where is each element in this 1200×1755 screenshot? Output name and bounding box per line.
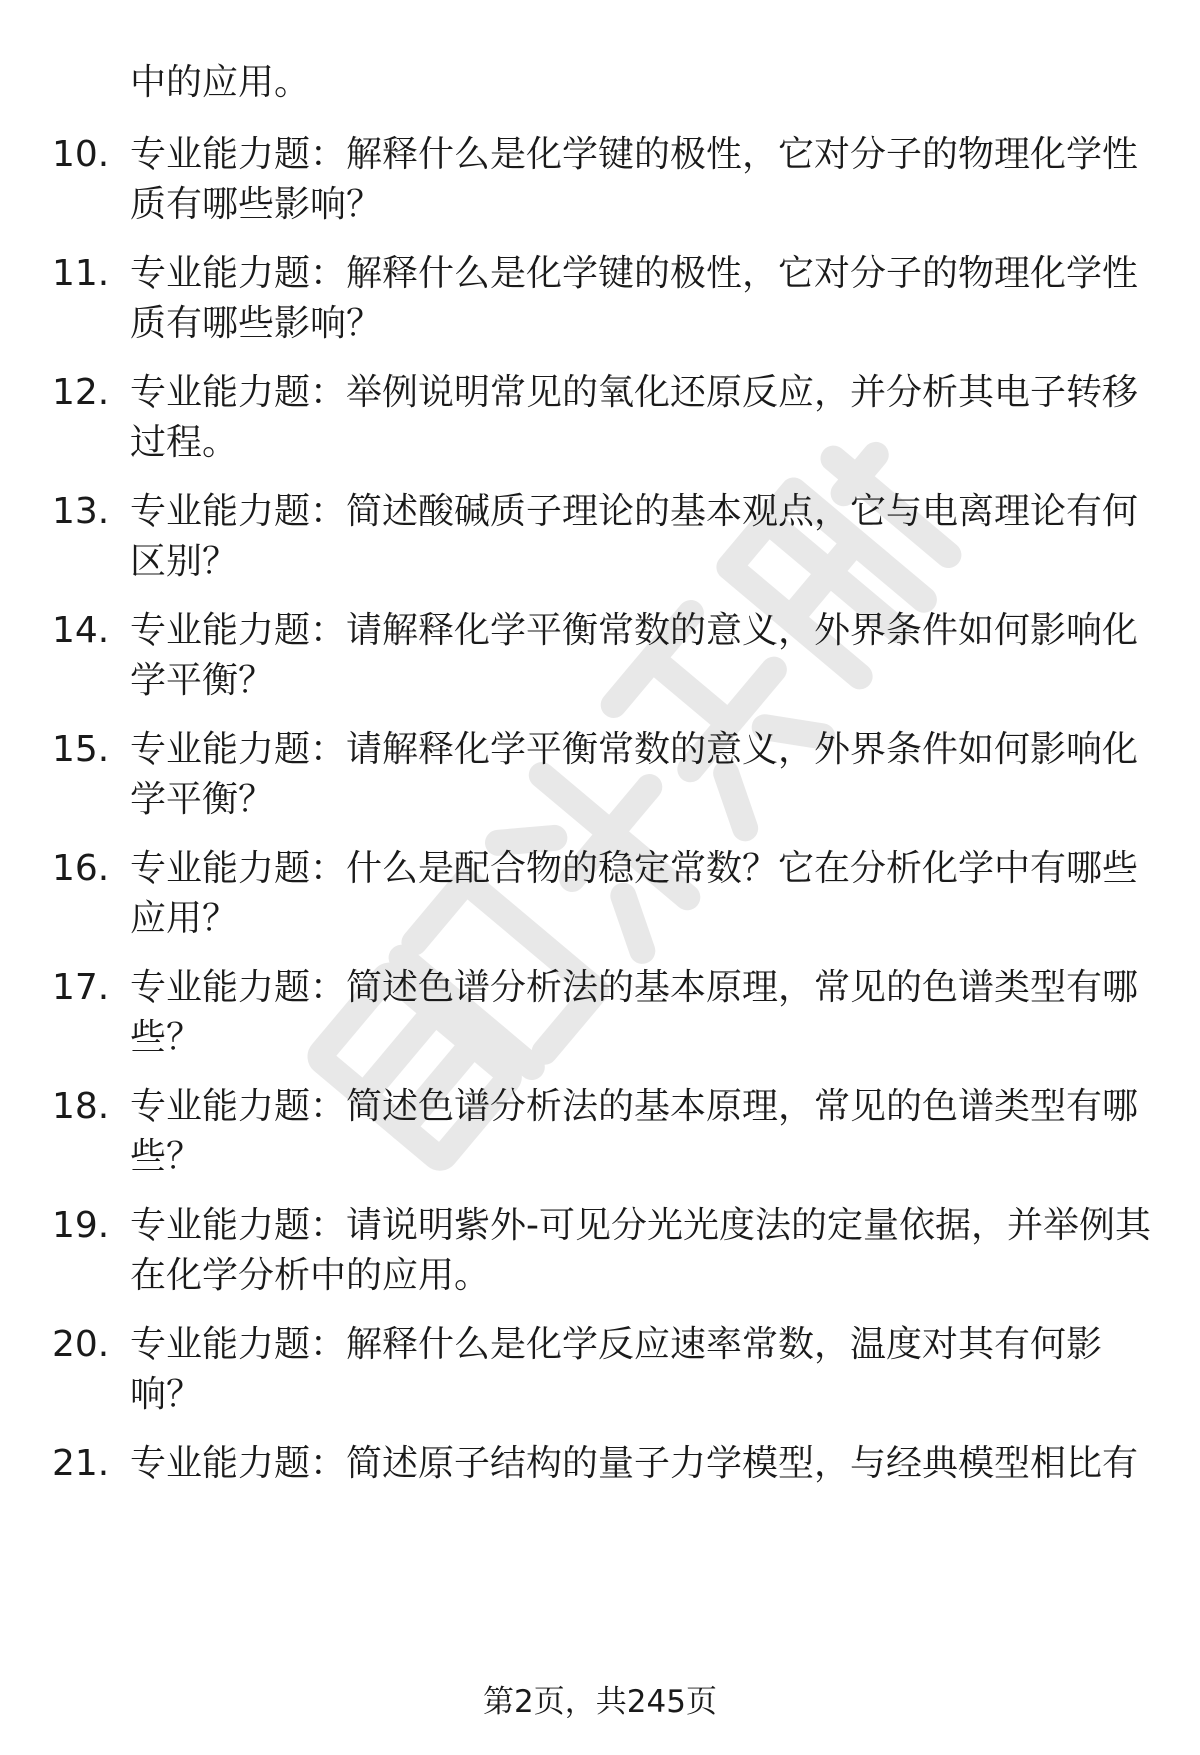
question-text-line: 专业能力题：简述原子结构的量子力学模型，与经典模型相比有 <box>130 1443 1139 1484</box>
question-text-line: 应用？ <box>130 898 239 939</box>
question-text <box>130 487 1160 587</box>
question-text <box>130 249 1160 349</box>
question-number: 15. <box>52 729 110 770</box>
question-text-line: 专业能力题：请解释化学平衡常数的意义，外界条件如何影响化 <box>130 610 1139 651</box>
question-number: 13. <box>52 491 110 532</box>
question-number: 21. <box>52 1443 110 1484</box>
question-text-line: 学平衡？ <box>130 660 275 701</box>
question-text <box>130 844 1160 944</box>
question-text-line: 专业能力题：解释什么是化学键的极性，它对分子的物理化学性 <box>130 253 1139 294</box>
question-text-line: 专业能力题：简述酸碱质子理论的基本观点，它与电离理论有何 <box>130 491 1139 532</box>
continuation-text: 中的应用。 <box>130 62 311 103</box>
question-text-line: 些？ <box>130 1017 203 1058</box>
question-text-line: 质有哪些影响？ <box>130 303 383 344</box>
question-text-line: 在化学分析中的应用。 <box>130 1255 491 1296</box>
question-number: 19. <box>52 1205 110 1246</box>
question-number: 20. <box>52 1324 110 1365</box>
question-text-line: 专业能力题：什么是配合物的稳定常数？它在分析化学中有哪些 <box>130 848 1139 889</box>
question-text <box>130 963 1160 1063</box>
question-text-line: 些？ <box>130 1136 203 1177</box>
question-number: 18. <box>52 1086 110 1127</box>
question-text-line: 专业能力题：简述色谱分析法的基本原理，常见的色谱类型有哪 <box>130 1086 1139 1127</box>
question-number: 16. <box>52 848 110 889</box>
question-text-line: 专业能力题：解释什么是化学反应速率常数，温度对其有何影 <box>130 1324 1103 1365</box>
question-number: 10. <box>52 134 110 175</box>
question-number: 12. <box>52 372 110 413</box>
question-text <box>130 1082 1160 1182</box>
question-number: 11. <box>52 253 110 294</box>
question-text <box>130 368 1160 468</box>
question-text <box>130 130 1160 230</box>
question-text-line: 响？ <box>130 1374 203 1415</box>
page-number: 第2页，共245页 <box>483 1684 717 1720</box>
question-text-line: 区别？ <box>130 541 239 582</box>
question-text-line: 专业能力题：请说明紫外-可见分光光度法的定量依据，并举例其 <box>130 1205 1151 1246</box>
question-text-line: 专业能力题：举例说明常见的氧化还原反应，并分析其电子转移 <box>130 372 1139 413</box>
question-text <box>130 725 1160 825</box>
question-text-line: 过程。 <box>130 422 239 463</box>
question-text <box>130 1320 1160 1420</box>
question-text <box>130 1201 1160 1301</box>
question-text-line: 专业能力题：简述色谱分析法的基本原理，常见的色谱类型有哪 <box>130 967 1139 1008</box>
question-text-line: 专业能力题：请解释化学平衡常数的意义，外界条件如何影响化 <box>130 729 1139 770</box>
question-text-line: 学平衡？ <box>130 779 275 820</box>
question-number: 17. <box>52 967 110 1008</box>
question-text-line: 质有哪些影响？ <box>130 184 383 225</box>
question-text-line: 专业能力题：解释什么是化学键的极性，它对分子的物理化学性 <box>130 134 1139 175</box>
question-text <box>130 1439 1160 1489</box>
question-text <box>130 606 1160 706</box>
question-number: 14. <box>52 610 110 651</box>
